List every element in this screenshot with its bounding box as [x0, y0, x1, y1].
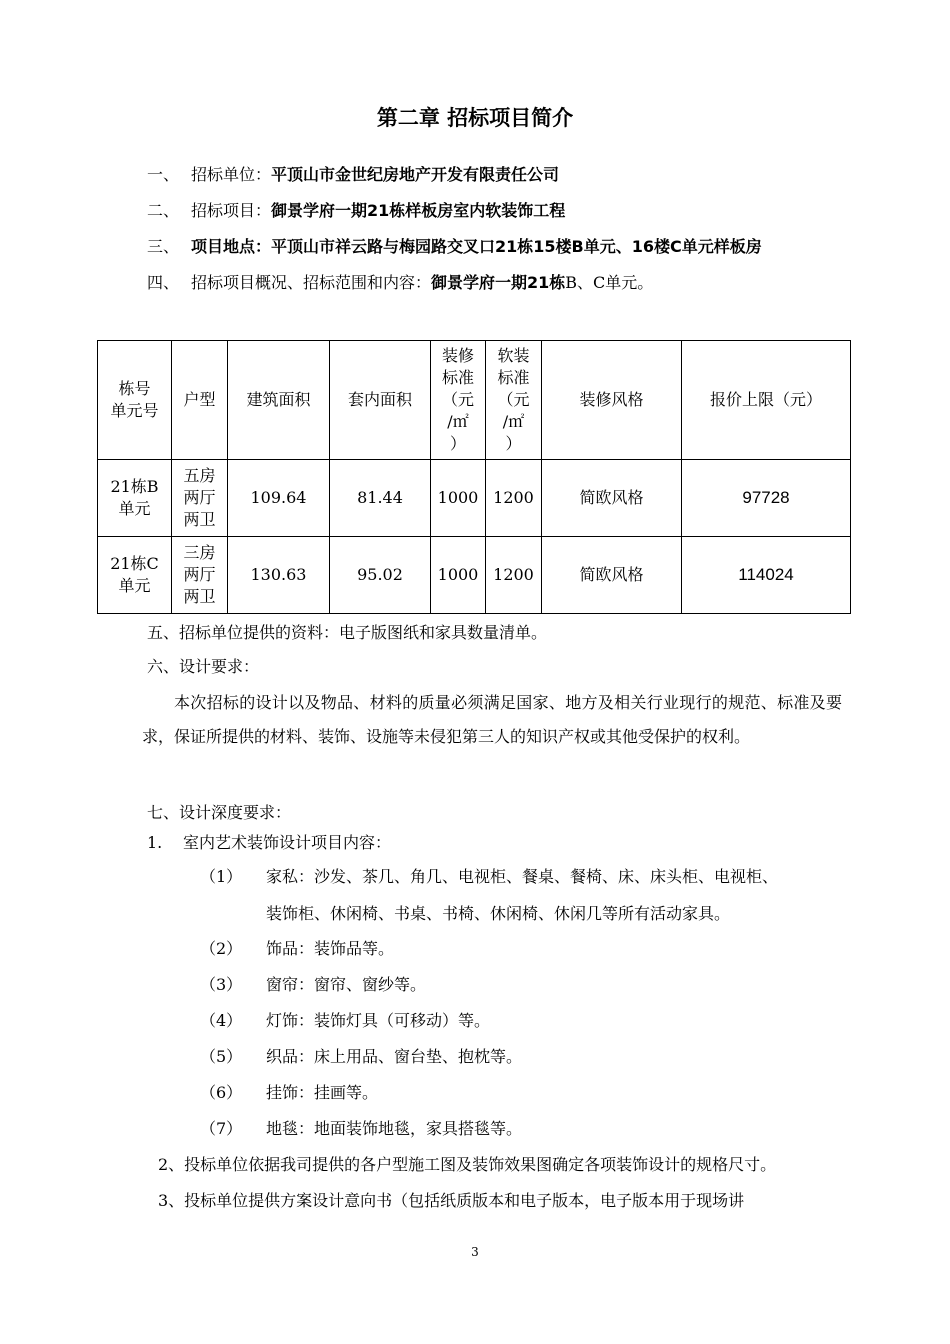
- units-table: [97, 340, 851, 614]
- header-type: 户型: [172, 341, 228, 460]
- cell-type: 三房 两厅 两卫: [172, 537, 228, 614]
- subitem-1: [200, 866, 778, 888]
- intro-value: 御景学府一期21栋: [431, 273, 566, 292]
- subitem-text: 饰品：装饰品等。: [266, 939, 395, 958]
- subitem-num: （4）: [200, 1011, 243, 1030]
- section-7-title: 七、设计深度要求：: [147, 803, 292, 822]
- cell-unit: 21栋B 单元: [98, 460, 172, 537]
- intro-suffix: B、C单元。: [565, 273, 654, 292]
- header-soft-std: 软装 标准 （元 /㎡ ）: [486, 341, 542, 460]
- subitem-text: 家私：沙发、茶几、角几、电视柜、餐桌、餐椅、床、床头柜、电视柜、: [266, 867, 779, 886]
- intro-line-2: [147, 200, 565, 222]
- intro-num: 二、: [147, 201, 180, 220]
- cell-price-cap: 114024: [682, 537, 851, 614]
- subitem-text: 地毯：地面装饰地毯，家具搭毯等。: [266, 1119, 523, 1138]
- subitem-2: [200, 938, 394, 960]
- table-header-row: [98, 341, 851, 460]
- subitem-num: （6）: [200, 1083, 243, 1102]
- intro-value: 御景学府一期21栋样板房室内软装饰工程: [271, 201, 566, 220]
- cell-net-area: 81.44: [330, 460, 431, 537]
- subitem-num: （3）: [200, 975, 243, 994]
- intro-num: 三、: [147, 237, 180, 256]
- chapter-title: 第二章 招标项目简介: [376, 106, 574, 130]
- cell-deco-std: 1000: [431, 537, 486, 614]
- cell-type: 五房 两厅 两卫: [172, 460, 228, 537]
- subitem-num: （5）: [200, 1047, 243, 1066]
- intro-num: 一、: [147, 165, 180, 184]
- subitem-6: [200, 1082, 378, 1104]
- header-unit: 栋号 单元号: [98, 341, 172, 460]
- intro-value: 平顶山市金世纪房地产开发有限责任公司: [271, 165, 560, 184]
- intro-label: 招标项目：: [191, 201, 272, 220]
- item-3: 3、投标单位提供方案设计意向书（包括纸质版本和电子版本，电子版本用于现场讲: [158, 1191, 745, 1210]
- subitem-text: 窗帘：窗帘、窗纱等。: [266, 975, 427, 994]
- cell-unit: 21栋C 单元: [98, 537, 172, 614]
- subitem-1-continued: 装饰柜、休闲椅、书桌、书椅、休闲椅、休闲几等所有活动家具。: [266, 904, 731, 923]
- cell-price-cap: 97728: [682, 460, 851, 537]
- page-number: 3: [471, 1245, 479, 1259]
- cell-gross-area: 109.64: [228, 460, 330, 537]
- item-2: 2、投标单位依据我司提供的各户型施工图及装饰效果图确定各项装饰设计的规格尺寸。: [158, 1155, 777, 1174]
- subitem-5: [200, 1046, 522, 1068]
- header-gross-area: 建筑面积: [228, 341, 330, 460]
- subitem-3: [200, 974, 426, 996]
- subitem-text: 挂饰：挂画等。: [266, 1083, 379, 1102]
- item-1: [147, 832, 391, 854]
- cell-soft-std: 1200: [486, 537, 542, 614]
- cell-gross-area: 130.63: [228, 537, 330, 614]
- subitem-4: [200, 1010, 490, 1032]
- cell-net-area: 95.02: [330, 537, 431, 614]
- intro-line-1: [147, 164, 559, 186]
- subitem-text: 灯饰：装饰灯具（可移动）等。: [266, 1011, 491, 1030]
- intro-num: 四、: [147, 273, 180, 292]
- subitem-7: [200, 1118, 522, 1140]
- intro-value: 平顶山市祥云路与梅园路交叉口21栋15楼B单元、16楼C单元样板房: [271, 237, 762, 256]
- cell-style: 简欧风格: [542, 460, 682, 537]
- table-row: [98, 537, 851, 614]
- item-1-num: 1.: [147, 833, 163, 852]
- section-5: 五、招标单位提供的资料：电子版图纸和家具数量清单。: [147, 623, 548, 642]
- cell-soft-std: 1200: [486, 460, 542, 537]
- subitem-num: （1）: [200, 867, 243, 886]
- intro-line-4: [147, 272, 653, 294]
- intro-line-3: [147, 236, 762, 258]
- intro-label: 招标单位：: [191, 165, 272, 184]
- header-deco-std: 装修 标准 （元 /㎡ ）: [431, 341, 486, 460]
- subitem-text: 织品：床上用品、窗台垫、抱枕等。: [266, 1047, 523, 1066]
- header-net-area: 套内面积: [330, 341, 431, 460]
- subitem-num: （2）: [200, 939, 243, 958]
- cell-deco-std: 1000: [431, 460, 486, 537]
- intro-label: 招标项目概况、招标范围和内容：: [191, 273, 432, 292]
- cell-style: 简欧风格: [542, 537, 682, 614]
- table-row: [98, 460, 851, 537]
- intro-label: 项目地点：: [191, 237, 272, 256]
- subitem-num: （7）: [200, 1119, 243, 1138]
- header-price-cap: 报价上限（元）: [682, 341, 851, 460]
- item-1-title: 室内艺术装饰设计项目内容：: [183, 833, 392, 852]
- section-6-body: 本次招标的设计以及物品、材料的质量必须满足国家、地方及相关行业现行的规范、标准及要求，保证所提供的材料、装饰、设施等未侵犯第三人的知识产权或其他受保护的权利。: [142, 693, 842, 746]
- header-style: 装修风格: [542, 341, 682, 460]
- section-6-title: 六、设计要求：: [147, 657, 260, 676]
